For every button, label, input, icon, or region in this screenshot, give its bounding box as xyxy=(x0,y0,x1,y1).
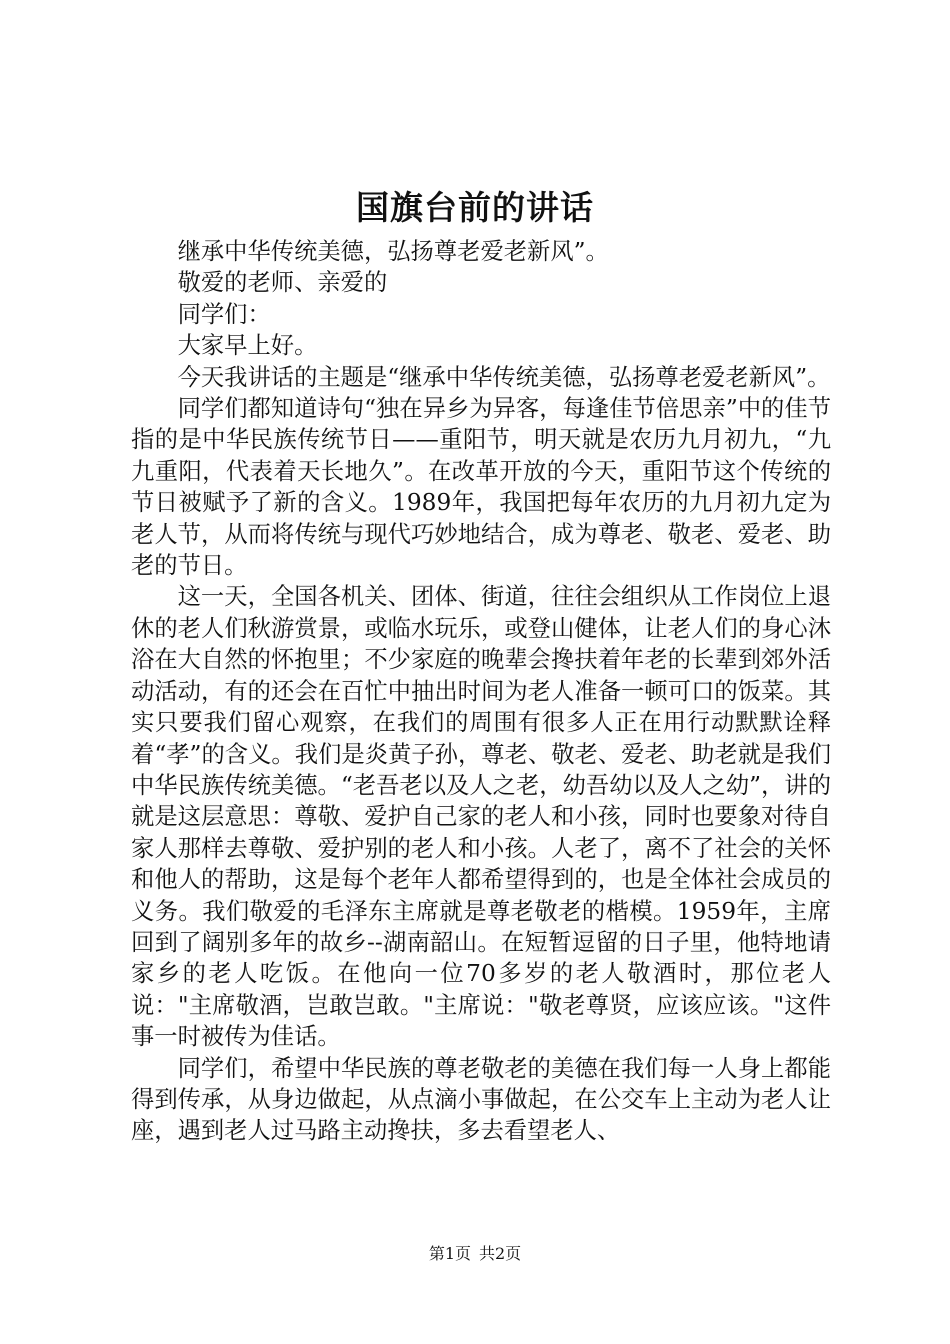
paragraph-respect-elders: 这一天，全国各机关、团体、街道，往往会组织从工作岗位上退休的老人们秋游赏景，或临水玩乐，或登山健体，让老人们的身心沐浴在大自然的怀抱里；不少家庭的晚辈会搀扶着年老的长辈到郊外活动活动，有的还会在百忙中抽出时间为老人准备一顿可口的饭菜。其实只要我们留心观察，在我们的周围有很多人正在用行动默默诠释着“孝”的含义。我们是炎黄子孙，尊老、敬老、爱老、助老就是我们中华民族传统美德。“老吾老以及人之老，幼吾幼以及人之幼”，讲的就是这层意思：尊敬、爱护自己家的老人和小孩，同时也要象对待自家人那样去尊敬、爱护别的老人和小孩。人老了，离不了社会的关怀和他人的帮助，这是每个老年人都希望得到的，也是全体社会成员的义务。我们敬爱的毛泽东主席就是尊老敬老的楷模。1959年，主席回到了阔别多年的故乡--湖南韶山。在短暂逗留的日子里，他特地请家乡的老人吃饭。在他向一位70多岁的老人敬酒时，那位老人说："主席敬酒，岂敢岂敢。"主席说："敬老尊贤，应该应该。"这件事一时被传为佳话。 xyxy=(131,583,831,1051)
document-title: 国旗台前的讲话 xyxy=(356,188,594,227)
paragraph-closing: 同学们，希望中华民族的尊老敬老的美德在我们每一人身上都能得到传承，从身边做起，从点滴小事做起，在公交车上主动为老人让座，遇到老人过马路主动搀扶，多去看望老人、 xyxy=(131,1054,831,1145)
paragraph-topic: 今天我讲话的主题是“继承中华传统美德，弘扬尊老爱老新风”。 xyxy=(177,363,831,391)
page-number: 第1页 xyxy=(428,1244,471,1263)
paragraph-salutation-teachers: 敬爱的老师、亲爱的 xyxy=(177,269,388,297)
paragraph-salutation-students: 同学们： xyxy=(177,300,271,328)
page-footer xyxy=(0,1243,950,1265)
page-total: 共2页 xyxy=(479,1244,522,1263)
document-body xyxy=(131,236,831,1147)
paragraph-theme-line: 继承中华传统美德，弘扬尊老爱老新风”。 xyxy=(177,238,609,265)
paragraph-greeting: 大家早上好。 xyxy=(177,332,318,360)
paragraph-double-ninth: 同学们都知道诗句“独在异乡为异客，每逢佳节倍思亲”中的佳节指的是中华民族传统节日——重阳节，明天就是农历九月初九，“九九重阳，代表着天长地久”。在改革开放的今天，重阳节这个传统的节日被赋予了新的含义。1989年，我国把每年农历的九月初九定为老人节，从而将传统与现代巧妙地结合，成为尊老、敬老、爱老、助老的节日。 xyxy=(131,395,831,580)
